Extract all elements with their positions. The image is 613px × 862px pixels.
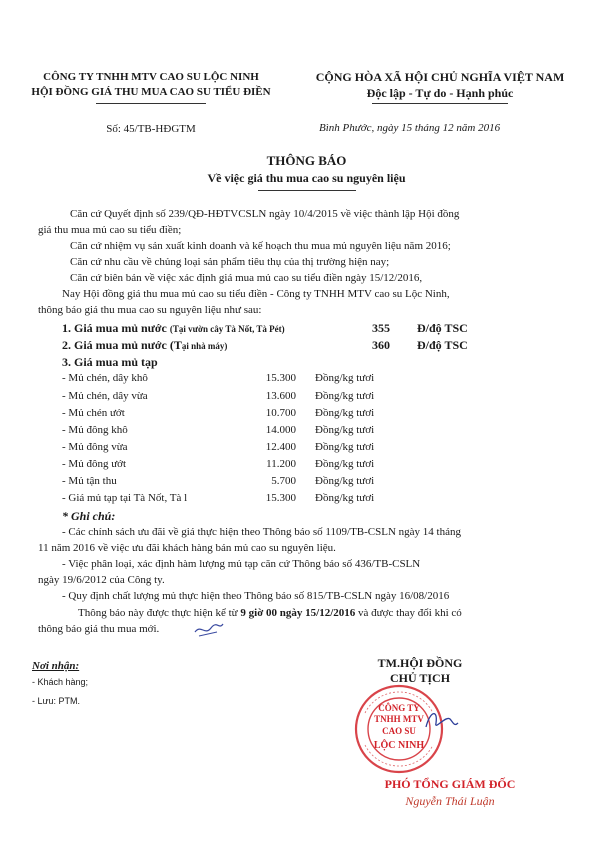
signer-name: Nguyễn Thái Luận xyxy=(405,794,495,808)
price-row-name: - Mủ đông vừa xyxy=(62,441,128,453)
price-row-unit: Đồng/kg tươi xyxy=(315,407,375,419)
preamble-line: Căn cứ biên bản về việc xác định giá mua mủ cao su tiểu điền ngày 15/12/2016, xyxy=(70,272,423,284)
price-row-value: 15.300 xyxy=(265,492,296,504)
price-row-unit: Đồng/kg tươi xyxy=(315,424,375,436)
initial-mark xyxy=(193,620,225,640)
effective-line xyxy=(78,607,462,619)
item-1 xyxy=(62,321,285,336)
stamp-line: LỘC NINH xyxy=(373,740,425,751)
item-2-note: ại nhà máy) xyxy=(181,341,228,351)
note-line: ngày 19/6/2012 của Công ty. xyxy=(38,574,165,586)
item-2-label: 2. Giá mua mủ nước (T xyxy=(62,338,182,352)
page-title: THÔNG BÁO xyxy=(266,153,347,168)
header-left-underline xyxy=(96,103,206,104)
price-row-value: 13.600 xyxy=(265,390,296,402)
document-number: Số: 45/TB-HĐGTM xyxy=(106,123,196,135)
place-date: Bình Phước, ngày 15 tháng 12 năm 2016 xyxy=(319,122,501,134)
price-row-unit: Đồng/kg tươi xyxy=(315,492,375,504)
stamp-line: TNHH MTV xyxy=(374,714,424,724)
effective-line-2: thông báo giá thu mua mới. xyxy=(38,623,160,635)
price-row-unit: Đồng/kg tươi xyxy=(315,441,375,453)
preamble-line: Căn cứ nhiệm vụ sản xuất kinh doanh và kế hoạch thu mua mủ nguyên liệu năm 2016; xyxy=(70,240,451,252)
item-2-unit: Đ/độ TSC xyxy=(417,338,468,352)
price-row-unit: Đồng/kg tươi xyxy=(315,458,375,470)
country-motto: Độc lập - Tự do - Hạnh phúc xyxy=(366,86,514,100)
stamp-line: CÔNG TY xyxy=(378,703,420,713)
item-1-unit: Đ/độ TSC xyxy=(417,321,468,335)
price-row-name: - Mủ đông ướt xyxy=(62,458,127,470)
price-row-value: 12.400 xyxy=(265,441,296,453)
effective-text-post: và được thay đổi khi có xyxy=(358,607,462,619)
preamble-line: Căn cứ nhu cầu về chủng loại sản phẩm tiêu thụ của thị trường hiện nay; xyxy=(70,256,390,268)
price-row-unit: Đồng/kg tươi xyxy=(315,372,375,384)
price-row-value: 15.300 xyxy=(265,372,296,384)
price-row-name: - Mủ chén ướt xyxy=(62,407,125,419)
header-right-underline xyxy=(372,103,508,104)
price-row-value: 14.000 xyxy=(265,424,296,436)
item-2-price: 360 xyxy=(372,338,390,352)
item-2 xyxy=(62,338,227,353)
price-row-name: - Giá mủ tạp tại Tà Nốt, Tà l xyxy=(62,492,188,504)
note-line: - Việc phân loại, xác định hàm lượng mủ tạp căn cứ Thông báo số 436/TB-CSLN xyxy=(62,558,421,570)
price-row-value: 5.700 xyxy=(271,475,296,487)
signature-title-line2: CHỦ TỊCH xyxy=(389,671,451,685)
price-row-name: - Mủ đông khô xyxy=(62,424,128,436)
preamble-line: Nay Hội đồng giá thu mua mủ cao su tiểu điền - Công ty TNHH MTV cao su Lộc Ninh, xyxy=(62,288,450,300)
recipient-line: - Lưu: PTM. xyxy=(32,696,81,706)
recipients-heading: Nơi nhận: xyxy=(32,660,80,672)
stamp-line: CAO SU xyxy=(382,726,416,736)
price-row-name: - Mủ chén, dây khô xyxy=(62,372,148,384)
item-3-label: 3. Giá mua mủ tạp xyxy=(62,355,158,369)
effective-text-pre: Thông báo này được thực hiện kể từ xyxy=(78,607,238,619)
item-1-price: 355 xyxy=(372,321,390,335)
title-underline xyxy=(258,190,356,191)
preamble-line: Căn cứ Quyết định số 239/QĐ-HĐTVCSLN ngày 10/4/2015 về việc thành lập Hội đồng xyxy=(70,208,460,220)
note-line: - Quy định chất lượng mủ thực hiện theo Thông báo số 815/TB-CSLN ngày 16/08/2016 xyxy=(62,590,450,602)
price-row-name: - Mủ tận thu xyxy=(62,475,117,487)
price-row-unit: Đồng/kg tươi xyxy=(315,475,375,487)
preamble-line: giá thu mua mủ cao su tiểu điền; xyxy=(38,224,182,236)
council-name: HỘI ĐỒNG GIÁ THU MUA CAO SU TIỂU ĐIỀN xyxy=(31,86,271,98)
company-name: CÔNG TY TNHH MTV CAO SU LỘC NINH xyxy=(43,71,259,83)
effective-date: 9 giờ 00 ngày 15/12/2016 xyxy=(240,607,356,619)
preamble-line: thông báo giá thu mua cao su nguyên liệu như sau: xyxy=(38,304,262,316)
handwritten-signature xyxy=(420,705,460,735)
price-row-value: 10.700 xyxy=(265,407,296,419)
price-row-name: - Mủ chén, dây vừa xyxy=(62,390,148,402)
page-subtitle: Về việc giá thu mua cao su nguyên liệu xyxy=(207,171,406,185)
item-1-note: (Tại vườn cây Tà Nốt, Tà Pét) xyxy=(169,324,285,334)
signer-title: PHÓ TỔNG GIÁM ĐỐC xyxy=(384,777,516,791)
country-name: CỘNG HÒA XÃ HỘI CHỦ NGHĨA VIỆT NAM xyxy=(315,70,565,84)
price-row-value: 11.200 xyxy=(266,458,296,470)
item-1-label: 1. Giá mua mủ nước xyxy=(62,321,167,335)
notes-heading: * Ghi chú: xyxy=(62,509,116,523)
note-line: 11 năm 2016 về việc ưu đãi khách hàng bán mủ cao su nguyên liệu. xyxy=(38,542,336,554)
recipient-line: - Khách hàng; xyxy=(32,677,89,687)
note-line: - Các chính sách ưu đãi về giá thực hiện theo Thông báo số 1109/TB-CSLN ngày 14 tháng xyxy=(62,526,461,538)
signature-title-line1: TM.HỘI ĐỒNG xyxy=(377,656,463,670)
price-row-unit: Đồng/kg tươi xyxy=(315,390,375,402)
